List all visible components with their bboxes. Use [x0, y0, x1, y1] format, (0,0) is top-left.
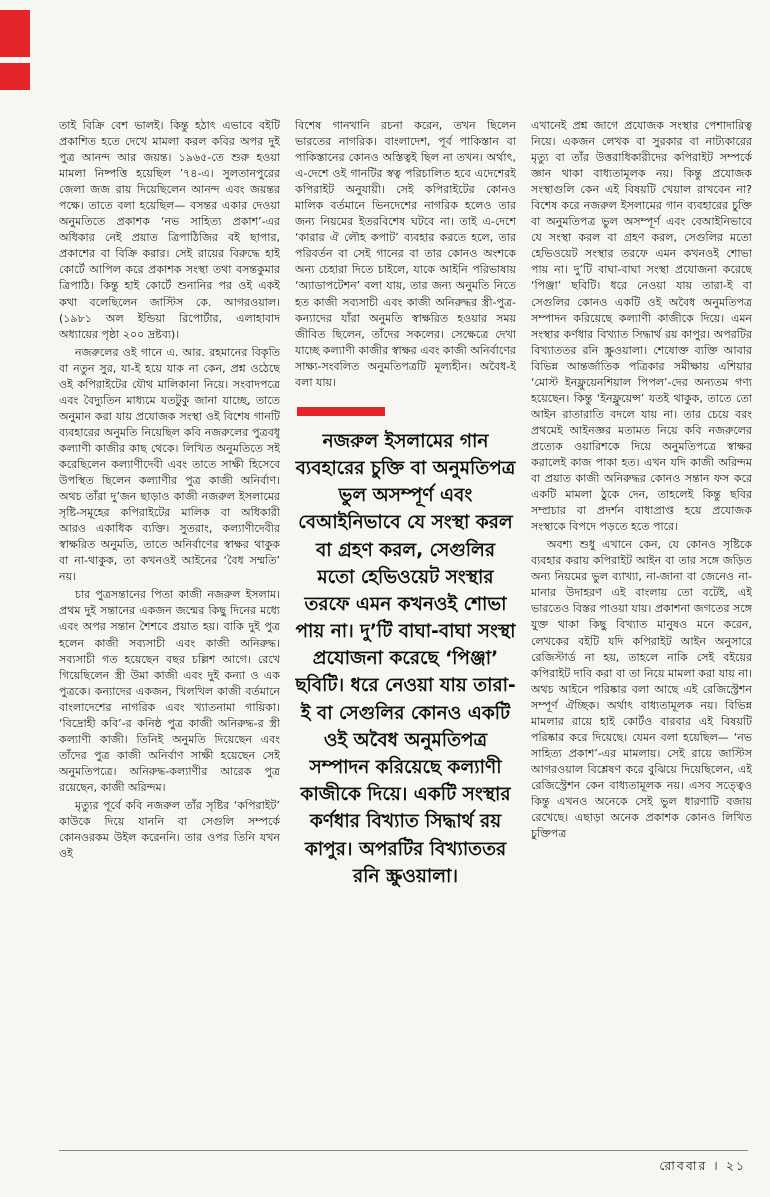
paragraph: নজরুলের ওই গানে এ. আর. রহমানের বিকৃতি বা নতুন সুর, যা-ই হয়ে যাক না কেন, প্রশ্ন ওঠেছে ওই কপিরাইটের যৌথ মালিকানা নিয়ে। সংবাদপত্রে এবং বৈদ্যুতিন মাধ্যমে যতটুকু জানা যাচ্ছে, তাতে অনুমান করা যায় প্রযোজক সংস্থা ওই বিশেষ গানটি ব্যবহারের অনুমতি নিয়েছিল কবি নজরুলের পুত্রবধূ কল্যাণী কাজীর কাছ থেকে। লিখিত অনুমতিতে সই করেছিলেন কল্যাণীদেবী এবং তাতে সাক্ষী হিসেবে উপস্থিত ছিলেন কল্যাণীর পুত্র কাজী অনির্বাণ। অথচ তাঁরা দু’জন ছাড়াও কাজী নজরুল ইসলামের সৃষ্টি-সমূহের কপিরাইটের মালিক বা অধিকারী আরও একাধিক ব্যক্তি। সুতরাং, কল্যাণীদেবীর স্বাক্ষরিত অনুমতি, তাতে অনির্বাণের স্বাক্ষর থাকুক বা না-থাকুক, তা কখনওই আইনের ‘বৈধ সম্মতি’ নয়।: [59, 345, 280, 584]
paragraph: এখানেই প্রশ্ন জাগে প্রযোজক সংস্থার পেশাদারিত্ব নিয়ে। একজন লেখক বা সুরকার বা নাট্যকারের মৃত্যু বা তাঁর উত্তরাধিকারীদের কপিরাইট সম্পর্কে জ্ঞান থাকা বাধ্যতামূলক নয়। কিন্তু প্রযোজক সংস্থাগুলি কেন এই বিষয়টি খেয়াল রাখবেন না? বিশেষ করে নজরুল ইসলামের গান ব্যবহারের চুক্তি বা অনুমতিপত্র ভুল অসম্পূর্ণ এবং বেআইনিভাবে যে সংস্থা করল বা গ্রহণ করল, সেগুলির মতো হেভিওয়েট সংস্থার তরফে এমন কখনওই শোভা পায় না। দু’টি বাঘা-বাঘা সংস্থা প্রযোজনা করেছে ‘পিঞ্জা’ ছবিটি। ধরে নেওয়া যায় তারা-ই বা সেগুলির কোনও একটি ওই অবৈধ অনুমতিপত্র সম্পাদন করিয়েছে কল্যাণী কাজীকে দিয়ে। এমন সংস্থার কর্ণধার বিখ্যাত সিদ্ধার্থ রয় কাপুর। অপরটির বিখ্যাততর রনি স্ক্রুওয়ালা। শেষোক্ত ব্যক্তি আবার বিভিন্ন আন্তর্জাতিক পত্রিকার সমীক্ষায় এশিয়ার ‘মোস্ট ইনফ্লুয়েনশিয়াল পিপল’-দের অন্যতম গণ্য হয়েছেন। কিন্তু ‘ইনফ্লুয়েন্স’ যতই থাকুক, তাতে তো আইন রাতারাতি বদলে যায় না। তার চেয়ে বরং প্রথমেই আইনজ্ঞর মতামত নিয়ে কবি নজরুলের প্রত্যেক ওয়ারিশকে দিয়ে অনুমতিপত্রে স্বাক্ষর করালেই কাজ পাকা হত। এখন যদি কাজী অরিন্দম বা প্রয়াত কাজী অনিরুদ্ধর কোনও সন্তান ফস করে একটি মামলা ঠুকে দেন, তাহলেই কিন্তু ছবির সম্প্রচার বা প্রদর্শন বাধাপ্রাপ্ত হয়ে প্রযোজক সংস্থাকে বিপদে পড়তে হতে পারে।: [531, 119, 752, 534]
footer-page-label: রোববার । ২১: [659, 1158, 746, 1173]
footer-divider: [59, 1150, 748, 1151]
text-column-middle: [295, 118, 516, 1138]
paragraph: অবশ্য শুধু এখানে কেন, যে কোনও সৃষ্টিকে ব্যবহার করায় কপিরাইট আইন বা তার সঙ্গে জড়িত অন্য নিয়মের ভুল ব্যাখ্যা, না-জানা বা জেনেও না-মানার উদাহরণ এই বাংলায় তো বটেই, এই ভারতেও বিস্তর পাওয়া যায়। প্রকাশনা জগতের সঙ্গে যুক্ত থাকা কিছু বিখ্যাত মানুষও মনে করেন, লেখকের বইটি যদি কপিরাইট আইন অনুসারে রেজিস্টার্ড না হয়, তাহলে নাকি সেই বইয়ের কপিরাইট দাবি করা বা তা নিয়ে মামলা করা যায় না। অথচ আইনে পরিষ্কার বলা আছে এই রেজিস্ট্রেশন সম্পূর্ণ ঐচ্ছিক। অর্থাৎ বাধ্যতামূলক নয়। বিভিন্ন মামলার রায়ে হাই কোর্টও বারবার এই বিষয়টি পরিষ্কার করে দিয়েছে। যেমন বলা হয়েছিল— ‘নভ সাহিত্য প্রকাশ’-এর মামলায়। সেই রায়ে জাস্টিস আগরওয়াল বিশ্লেষণ করে বুঝিয়ে দিয়েছিলেন, এই রেজিস্ট্রেশন কেন বাধ্যতামূলক নয়। এসব সত্ত্বেও কিন্তু এখনও অনেকে সেই ভুল ধারণাটি বজায় রেখেছে। এছাড়া অনেক প্রকাশক কোনও লিখিত চুক্তিপত্র: [531, 538, 752, 841]
paragraph: চার পুত্রসন্তানের পিতা কাজী নজরুল ইসলাম। প্রথম দুই সন্তানের একজন জন্মের কিছু দিনের মধ্যে এবং অপর সন্তান শৈশবে প্রয়াত হয়। বাকি দুই পুত্র হলেন কাজী সব্যসাচী এবং কাজী অনিরুদ্ধ। সব্যসাচী গত হয়েছেন বছর চল্লিশ আগে। রেখে গিয়েছিলেন স্ত্রী উমা কাজী এবং দুই কন্যা ও এক পুত্রকে। কন্যাদের একজন, খিলখিল কাজী বর্তমানে বাংলাদেশের নাগরিক এবং খ্যাতনামা গায়িকা। ‘বিদ্রোহী কবি’-র কনিষ্ঠ পুত্র কাজী অনিরুদ্ধ-র স্ত্রী কল্যাণী কাজী। তিনিই অনুমতি দিয়েছেন এবং তাঁদের পুত্র কাজী অনির্বাণ সাক্ষী হয়েছেন সেই অনুমতিপত্রে। অনিরুদ্ধ-কল্যাণীর আরেক পুত্র রয়েছেন, কাজী অরিন্দম।: [59, 588, 280, 794]
pullquote-red-bar: [297, 407, 385, 416]
paragraph: মৃত্যুর পূর্বে কবি নজরুল তাঁর সৃষ্টির ‘কপিরাইট’ কাউকে দিয়ে যাননি বা সেগুলি সম্পর্কে কোনওরকম উইল করেননি। তার ওপর তিনি যখন ওই: [59, 798, 280, 861]
paragraph: বিশেষ গানখানি রচনা করেন, তখন ছিলেন ভারতের নাগরিক। বাংলাদেশ, পূর্ব পাকিস্তান বা পাকিস্তানের কোনও অস্তিত্বই ছিল না তখন। অর্থাৎ, এ-দেশে ওই গানটির স্বত্ব পরিচালিত হবে এদেশেরই কপিরাইট অনুযায়ী। সেই কপিরাইটের কোনও মালিক বর্তমানে ভিনদেশের নাগরিক হলেও তার জন্য নিয়মের ইতরবিশেষ ঘটবে না। তাই এ-দেশে ‘কারার ঐ লৌহ কপাট’ ব্যবহার করতে হলে, তার পরিবর্তন বা সেই গানের বা তার কোনও অংশকে অন্য চেহারা দিতে চাইলে, যাকে আইনি পরিভাষায় ‘অ্যাডাপটেশন’ বলা যায়, তার জন্য অনুমতি নিতে হত কাজী সব্যসাচী এবং কাজী অনিরুদ্ধর স্ত্রী-পুত্র-কন্যাদের যাঁরা অনুমতি স্বাক্ষরিত হওয়ার সময় জীবিত ছিলেন, তাঁদের সকলের। সেক্ষেত্রে দেখা যাচ্ছে কল্যাণী কাজীর স্বাক্ষর এবং কাজী অনির্বাণের সাক্ষ্য-সংবলিত অনুমতিপত্রটি মূল্যহীন। অবৈধ-ই বলা যায়।: [295, 119, 516, 389]
top-left-red-bar-small: [0, 63, 30, 90]
pullquote-text: নজরুল ইসলামের গান ব্যবহারের চুক্তি বা অনুমতিপত্র ভুল অসম্পূর্ণ এবং বেআইনিভাবে যে সংস্থা করল বা গ্রহণ করল, সেগুলির মতো হেভিওয়েট সংস্থার তরফে এমন কখনওই শোভা পায় না। দু’টি বাঘা-বাঘা সংস্থা প্রযোজনা করেছে ‘পিঞ্জা’ ছবিটি। ধরে নেওয়া যায় তারা-ই বা সেগুলির কোনও একটি ওই অবৈধ অনুমতিপত্র সম্পাদন করিয়েছে কল্যাণী কাজীকে দিয়ে। একটি সংস্থার কর্ণধার বিখ্যাত সিদ্ধার্থ রয় কাপুর। অপরটির বিখ্যাততর রনি স্ক্রুওয়ালা।: [295, 430, 516, 887]
text-column-left: [59, 118, 280, 1138]
paragraph: তাই বিক্রি বেশ ভালই। কিন্তু হঠাৎ এভাবে বইটি প্রকাশিত হতে দেখে মামলা করল কবির অপর দুই পুত্র আনন্দ আর জয়ন্ত। ১৯৬৫-তে শুরু হওয়া মামলা নিষ্পত্তি হয়েছিল ’৭৪-এ। সুলতানপুরের জেলা জজ রায় দিয়েছিলেন আনন্দ এবং জয়ন্তর পক্ষে। তাতে বলা হয়েছিল— বসন্তর একার দেওয়া অনুমতিতে প্রকাশক ‘নভ সাহিত্য প্রকাশ’-এর অধিকার নেই প্রয়াত ত্রিপাঠিজির বই ছাপার, প্রকাশের বা বিক্রি করার। সেই রায়ের বিরুদ্ধে হাই কোর্টে আপিল করে প্রকাশক সংস্থা তথা বসন্তকুমার ত্রিপাঠি। কিন্তু হাই কোর্টে শুনানির পর ওই একই কথা বলেছিলেন জাস্টিস কে. আগরওয়াল। (১৯৮১ অল ইন্ডিয়া রিপোর্টার, এলাহাবাদ অধ্যায়ের পৃষ্ঠা ২০০ দ্রষ্টব্য)।: [59, 119, 280, 341]
top-left-red-bar-large: [0, 10, 30, 57]
pullquote: [295, 407, 516, 890]
text-column-right: [531, 118, 752, 1138]
